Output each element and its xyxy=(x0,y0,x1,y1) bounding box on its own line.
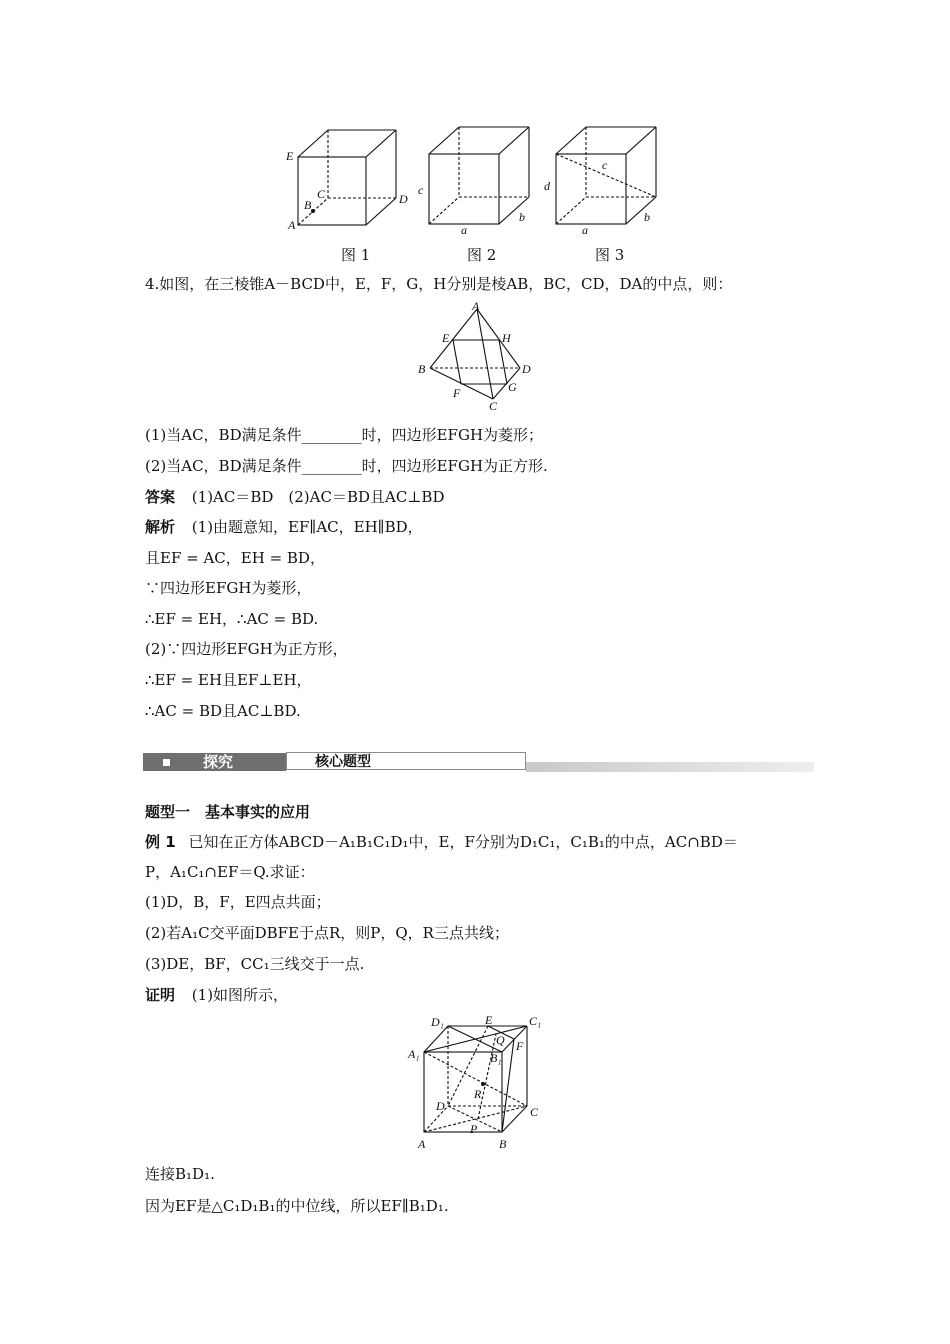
fig2-label-a: a xyxy=(461,223,467,237)
cube-label-a1: A₁ xyxy=(408,1047,420,1061)
fig3-label-b: b xyxy=(644,210,650,224)
cube-label-d1: D₁ xyxy=(431,1015,444,1029)
cube-label-f: F xyxy=(516,1039,524,1053)
fig2-caption: 图 2 xyxy=(467,246,497,264)
example1-row xyxy=(145,831,738,853)
fig1-label-c: C xyxy=(317,187,326,201)
fig3-caption: 图 3 xyxy=(595,246,625,264)
type1-heading: 题型一 基本事实的应用 xyxy=(145,803,311,821)
example1-item-2: (2)若A₁C交平面DBFE于点R，则P，Q，R三点共线； xyxy=(145,924,509,942)
proof-after-line-1: 连接B₁D₁. xyxy=(145,1165,215,1183)
proof-after-line-2: 因为EF是△C₁D₁B₁的中位线，所以EF∥B₁D₁. xyxy=(145,1197,449,1215)
cube-label-c1: C₁ xyxy=(529,1014,542,1028)
example1-item-3: (3)DE，BF，CC₁三线交于一点. xyxy=(145,955,365,973)
figure-cube-1 xyxy=(283,122,413,237)
answer-text: (1)AC＝BD (2)AC＝BD且AC⊥BD xyxy=(191,488,445,506)
fig3-label-c: c xyxy=(602,158,608,172)
cube-label-q: Q xyxy=(496,1033,505,1047)
answer-row xyxy=(145,486,444,508)
tetra-label-g: G xyxy=(508,380,517,394)
fig1-label-e: E xyxy=(286,149,294,163)
tetra-label-a: A xyxy=(472,300,480,313)
cube-label-b1: B₁ xyxy=(490,1051,502,1065)
section-right-label: 核心题型 xyxy=(286,752,526,770)
tetra-label-c: C xyxy=(489,399,498,412)
cube-label-r: R xyxy=(474,1087,482,1101)
cube-label-p: P xyxy=(470,1122,478,1136)
section-bar-tail xyxy=(526,762,814,772)
fig3-label-a: a xyxy=(582,223,588,237)
tetra-label-b: B xyxy=(418,362,426,376)
analysis-line-7: ∴AC = BD且AC⊥BD. xyxy=(145,702,301,720)
fig3-label-d: d xyxy=(544,179,550,193)
analysis-line-2: 且EF = AC，EH = BD， xyxy=(145,549,325,567)
cube-label-c: C xyxy=(530,1105,539,1119)
figure-tetrahedron xyxy=(413,300,538,412)
problem4-q1: (1)当AC，BD满足条件________时，四边形EFGH为菱形； xyxy=(145,426,544,444)
fig1-caption: 图 1 xyxy=(341,246,371,264)
figure-cube-2 xyxy=(415,122,545,237)
proof-text: (1)如图所示， xyxy=(191,986,289,1004)
analysis-label: 解析 xyxy=(145,518,176,536)
fig1-label-d: D xyxy=(399,192,408,206)
figure-cube-proof xyxy=(402,1012,552,1154)
cube-label-e: E xyxy=(485,1013,493,1027)
problem4-stem: 4.如图，在三棱锥A－BCD中，E，F，G，H分别是棱AB，BC，CD，DA的中点，则： xyxy=(145,275,733,293)
cube-label-d: D xyxy=(436,1099,445,1113)
example1-item-1: (1)D，B，F，E四点共面； xyxy=(145,893,331,911)
section-header-bar xyxy=(143,750,814,774)
fig1-label-b: B xyxy=(304,198,312,212)
example1-label: 例 1 xyxy=(145,833,176,851)
analysis-line-3: ∵四边形EFGH为菱形， xyxy=(145,579,312,597)
answer-label: 答案 xyxy=(145,488,176,506)
fig2-label-c: c xyxy=(418,183,424,197)
tetra-label-d: D xyxy=(522,362,531,376)
analysis-line-1: (1)由题意知，EF∥AC，EH∥BD， xyxy=(191,518,423,536)
analysis-line-5: (2)∵四边形EFGH为正方形， xyxy=(145,640,348,658)
tetra-label-e: E xyxy=(442,331,450,345)
problem4-q2: (2)当AC，BD满足条件________时，四边形EFGH为正方形. xyxy=(145,457,548,475)
analysis-row xyxy=(145,516,423,538)
fig2-label-b: b xyxy=(519,210,525,224)
cube-label-a: A xyxy=(418,1137,426,1151)
example1-line2: P，A₁C₁∩EF＝Q.求证： xyxy=(145,863,315,881)
tetra-label-h: H xyxy=(502,331,511,345)
square-bullet-icon xyxy=(163,759,170,766)
example1-line1: 已知在正方体ABCD－A₁B₁C₁D₁中，E，F分别为D₁C₁，C₁B₁的中点，AC∩BD＝ xyxy=(188,833,738,851)
fig1-label-a: A xyxy=(288,218,296,232)
section-left-label: 探究 xyxy=(203,753,234,771)
analysis-line-4: ∴EF = EH，∴AC = BD. xyxy=(145,610,319,628)
analysis-line-6: ∴EF = EH且EF⊥EH， xyxy=(145,671,312,689)
cube-label-b: B xyxy=(499,1137,507,1151)
figure-cube-3 xyxy=(542,122,672,237)
tetra-label-f: F xyxy=(453,386,461,400)
proof-row xyxy=(145,984,288,1006)
proof-label: 证明 xyxy=(145,986,176,1004)
